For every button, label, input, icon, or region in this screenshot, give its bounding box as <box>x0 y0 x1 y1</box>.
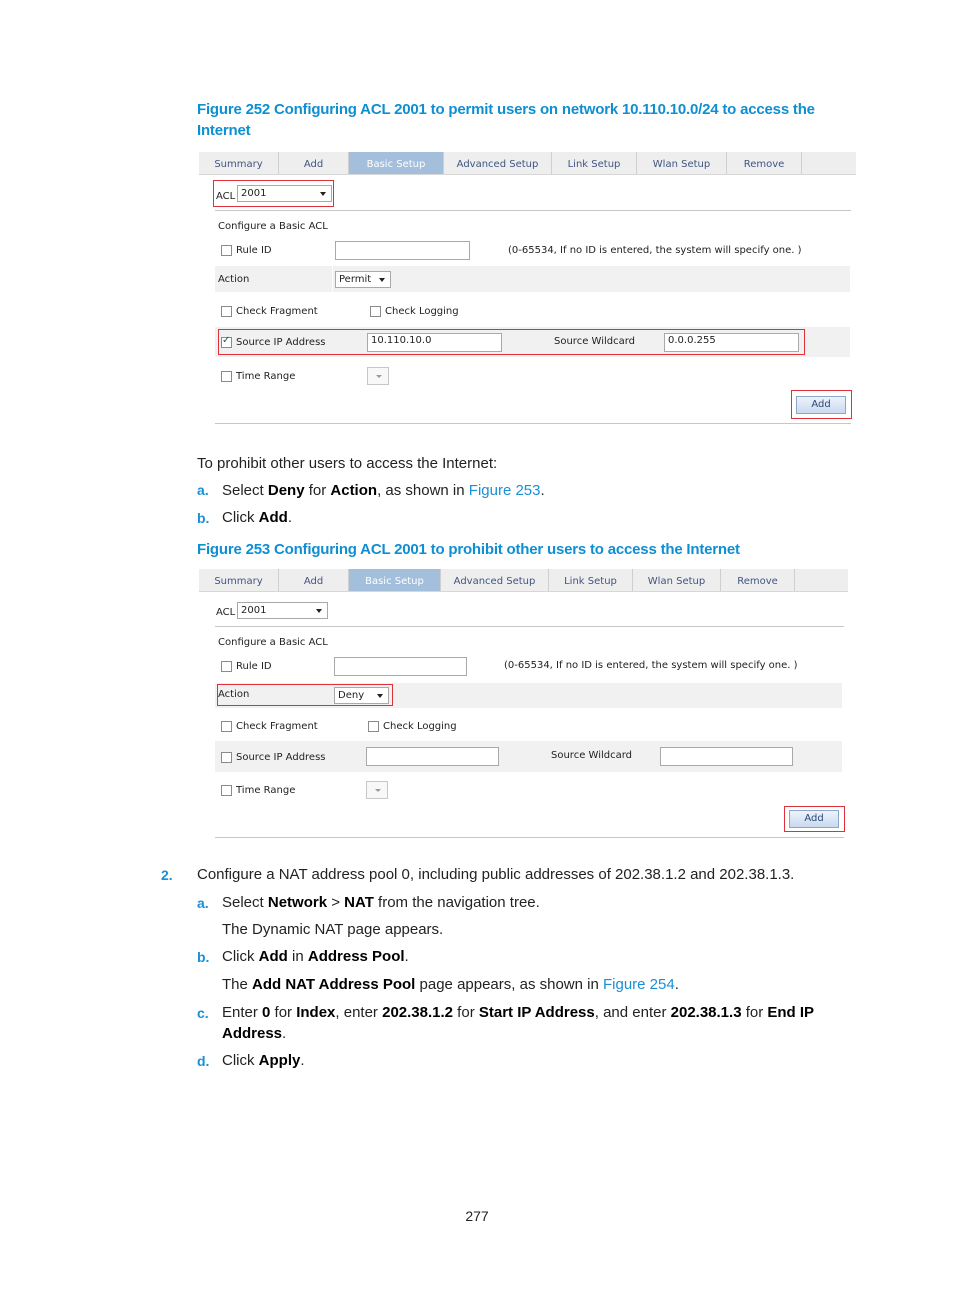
rule-id-input[interactable] <box>334 657 467 676</box>
chevron-down-icon <box>316 609 322 613</box>
step-2a-result: The Dynamic NAT page appears. <box>222 921 444 938</box>
time-range-label: Time Range <box>236 785 296 796</box>
action-label: Action <box>218 274 250 285</box>
acl-select[interactable] <box>237 602 328 619</box>
rule-id-input[interactable] <box>335 241 470 260</box>
acl-value: 2001 <box>241 188 267 199</box>
source-wildcard-input[interactable] <box>660 747 793 766</box>
tab-remove[interactable]: Remove <box>721 569 795 591</box>
figure-252-screenshot <box>199 152 856 424</box>
step-b-text: Click Add. <box>222 509 293 526</box>
step-marker: d. <box>197 1053 210 1069</box>
chevron-down-icon <box>379 278 385 282</box>
add-button-highlight <box>791 390 852 419</box>
step-marker: 2. <box>161 867 173 883</box>
action-highlight <box>217 684 393 706</box>
tab-link-setup[interactable]: Link Setup <box>552 152 637 174</box>
source-ip-checkbox[interactable] <box>221 752 232 763</box>
source-ip-highlight <box>218 329 805 355</box>
rule-id-hint: (0-65534, If no ID is entered, the system will specify one. ) <box>508 245 802 256</box>
divider <box>215 423 851 424</box>
source-wildcard-input[interactable]: 0.0.0.255 <box>664 333 799 352</box>
rule-id-checkbox[interactable] <box>221 661 232 672</box>
step-a-text: Select Deny for Action, as shown in Figure 253. <box>222 482 545 499</box>
check-fragment-label: Check Fragment <box>236 306 318 317</box>
step-2-text: Configure a NAT address pool 0, including public addresses of 202.38.1.2 and 202.38.1.3. <box>197 866 795 883</box>
tab-bar <box>199 569 848 592</box>
tab-basic-setup[interactable]: Basic Setup <box>349 569 441 591</box>
action-value: Deny <box>338 690 365 701</box>
source-ip-input[interactable] <box>366 747 499 766</box>
tab-wlan-setup[interactable]: Wlan Setup <box>637 152 727 174</box>
source-ip-label: Source IP Address <box>236 752 326 763</box>
tab-wlan-setup[interactable]: Wlan Setup <box>633 569 721 591</box>
acl-label: ACL <box>216 191 236 202</box>
step-2c-text: Enter 0 for Index, enter 202.38.1.2 for Start IP Address, and enter 202.38.1.3 for End IP <box>222 1004 815 1021</box>
acl-value: 2001 <box>241 605 267 616</box>
rule-id-label: Rule ID <box>236 661 272 672</box>
check-fragment-checkbox[interactable] <box>221 721 232 732</box>
add-button[interactable]: Add <box>789 810 839 828</box>
tab-basic-setup[interactable]: Basic Setup <box>349 152 444 174</box>
intro-text: To prohibit other users to access the Internet: <box>197 455 498 472</box>
step-2b-text: Click Add in Address Pool. <box>222 948 409 965</box>
action-label: Action <box>218 689 250 700</box>
add-button-highlight <box>784 806 845 832</box>
step-2d-text: Click Apply. <box>222 1052 305 1069</box>
rule-id-label: Rule ID <box>236 245 272 256</box>
tab-bar <box>199 152 856 175</box>
chevron-down-icon <box>375 789 381 792</box>
action-select[interactable] <box>335 271 391 288</box>
divider <box>215 837 844 838</box>
tab-summary[interactable]: Summary <box>199 569 279 591</box>
page-number: 277 <box>465 1208 489 1224</box>
tab-add[interactable]: Add <box>279 152 349 174</box>
section-title: Configure a Basic ACL <box>218 637 328 648</box>
figure-253-caption: Figure 253 Configuring ACL 2001 to prohibit other users to access the Internet <box>197 541 740 558</box>
check-fragment-label: Check Fragment <box>236 721 318 732</box>
check-logging-label: Check Logging <box>383 721 457 732</box>
action-row <box>215 266 850 292</box>
source-ip-input[interactable]: 10.110.10.0 <box>367 333 502 352</box>
check-logging-label: Check Logging <box>385 306 459 317</box>
section-title: Configure a Basic ACL <box>218 221 328 232</box>
step-marker: c. <box>197 1005 209 1021</box>
chevron-down-icon <box>376 375 382 378</box>
tab-summary[interactable]: Summary <box>199 152 279 174</box>
source-wildcard-label: Source Wildcard <box>551 750 633 761</box>
step-marker: a. <box>197 895 209 911</box>
rule-id-checkbox[interactable] <box>221 245 232 256</box>
tab-advanced-setup[interactable]: Advanced Setup <box>441 569 549 591</box>
tab-remove[interactable]: Remove <box>727 152 802 174</box>
check-logging-checkbox[interactable] <box>370 306 381 317</box>
source-ip-label: Source IP Address <box>236 337 326 348</box>
rule-id-hint: (0-65534, If no ID is entered, the system will specify one. ) <box>504 660 798 671</box>
time-range-checkbox[interactable] <box>221 371 232 382</box>
tab-add[interactable]: Add <box>279 569 349 591</box>
row-separator <box>332 266 333 292</box>
time-range-select[interactable] <box>366 781 388 799</box>
step-2c-text-cont: Address. <box>222 1025 287 1042</box>
action-value: Permit <box>339 274 372 285</box>
source-wildcard-label: Source Wildcard <box>554 336 636 347</box>
check-logging-checkbox[interactable] <box>368 721 379 732</box>
acl-highlight <box>213 180 334 207</box>
step-2b-result: The Add NAT Address Pool page appears, as shown in Figure 254. <box>222 976 679 993</box>
add-button[interactable]: Add <box>796 396 846 414</box>
time-range-select[interactable] <box>367 367 389 385</box>
step-marker: b. <box>197 949 210 965</box>
figure-254-link[interactable]: Figure 254 <box>602 976 675 993</box>
time-range-label: Time Range <box>236 371 296 382</box>
time-range-checkbox[interactable] <box>221 785 232 796</box>
figure-253-link[interactable]: Figure 253 <box>468 482 541 499</box>
step-2a-text: Select Network > NAT from the navigation tree. <box>222 894 540 911</box>
figure-252-caption: Figure 252 Configuring ACL 2001 to permit users on network 10.110.10.0/24 to access the Internet <box>197 101 815 139</box>
tab-advanced-setup[interactable]: Advanced Setup <box>444 152 552 174</box>
figure-253-screenshot <box>199 569 848 839</box>
divider <box>215 626 844 627</box>
check-fragment-checkbox[interactable] <box>221 306 232 317</box>
step-marker: b. <box>197 510 210 526</box>
acl-label: ACL <box>216 607 236 618</box>
divider <box>215 210 851 211</box>
step-marker: a. <box>197 482 209 498</box>
tab-link-setup[interactable]: Link Setup <box>549 569 633 591</box>
